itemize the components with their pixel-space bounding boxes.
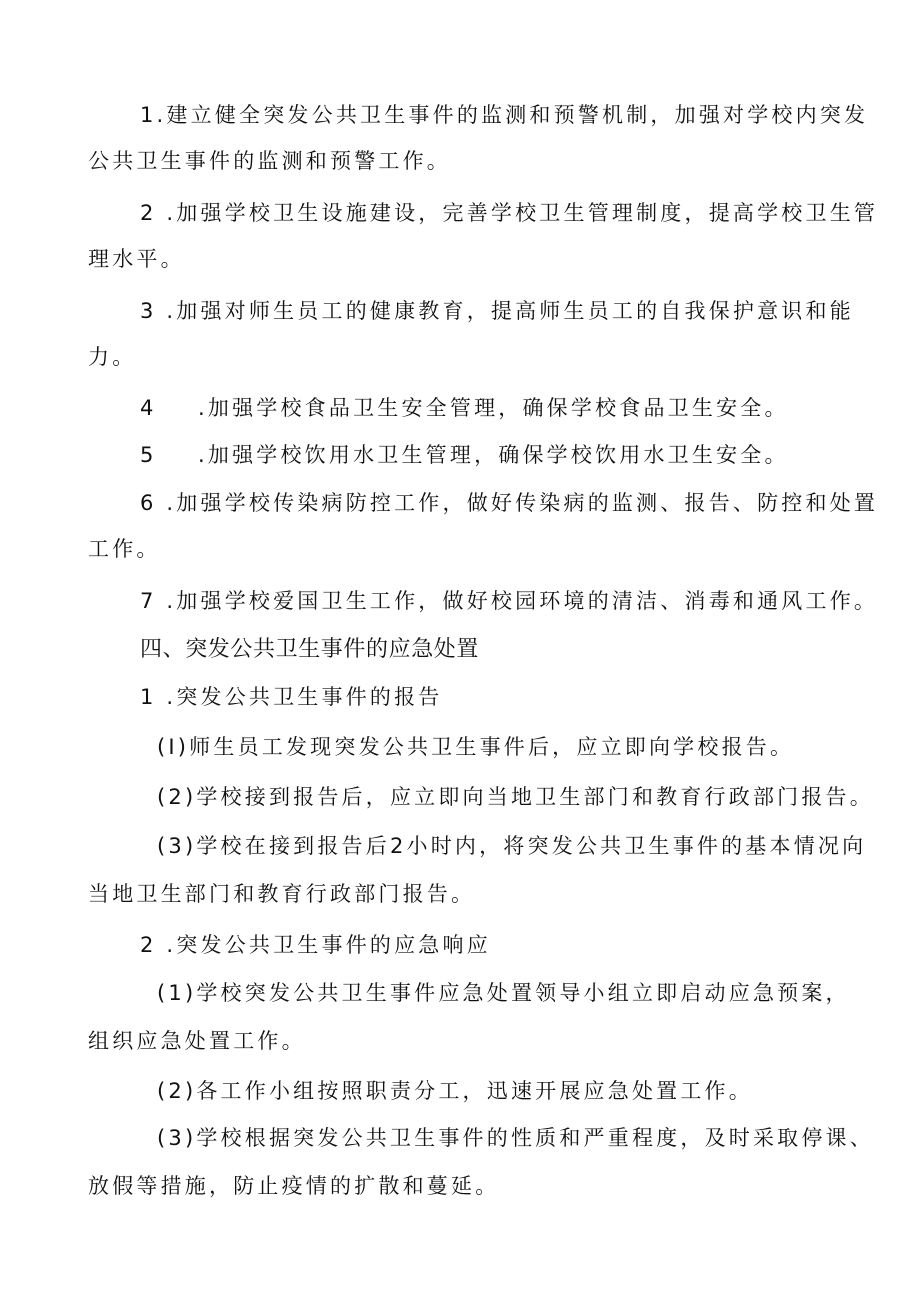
- subsection-2-para-1-line-1: (1)学校突发公共卫生事件应急处置领导小组立即启动应急预案，: [157, 981, 850, 1005]
- item-2-line-2: 理水平。: [88, 247, 185, 271]
- item-6-line-1: 6 .加强学校传染病防控工作，做好传染病的监测、报告、防控和处置: [140, 491, 879, 515]
- item-3-line-2: 力。: [88, 345, 137, 369]
- section-heading: 四、突发公共卫生事件的应急处置: [140, 637, 480, 662]
- item-3-line-1: 3 .加强对师生员工的健康教育，提高师生员工的自我保护意识和能: [140, 299, 854, 323]
- subsection-1-para-3-line-1: (3)学校在接到报告后2小时内，将突发公共卫生事件的基本情况向: [157, 834, 867, 858]
- item-6-line-2: 工作。: [88, 537, 161, 561]
- item-1-line-2: 公共卫生事件的监测和预警工作。: [88, 149, 451, 173]
- subsection-2-title: 2 .突发公共卫生事件的应急响应: [140, 933, 491, 957]
- subsection-2-para-1-line-2: 组织应急处置工作。: [88, 1029, 306, 1053]
- subsection-1-para-3-line-2: 当地卫生部门和教育行政部门报告。: [88, 882, 476, 906]
- item-1-line-1: 1.建立健全突发公共卫生事件的监测和预警机制，加强对学校内突发: [140, 103, 869, 127]
- item-7-line-1: 7 .加强学校爱国卫生工作，做好校园环境的清洁、消毒和通风工作。: [140, 589, 879, 613]
- item-2-line-1: 2 .加强学校卫生设施建设，完善学校卫生管理制度，提高学校卫生管: [140, 201, 879, 225]
- item-5-text: .加强学校饮用水卫生管理，确保学校饮用水卫生安全。: [198, 443, 789, 467]
- subsection-1-para-2: (2)学校接到报告后，应立即向当地卫生部门和教育行政部门报告。: [157, 785, 874, 809]
- subsection-1-para-1: (I)师生员工发现突发公共卫生事件后，应立即向学校报告。: [157, 735, 795, 759]
- item-4-text: .加强学校食品卫生安全管理，确保学校食品卫生安全。: [198, 396, 789, 420]
- subsection-1-title: 1 .突发公共卫生事件的报告: [140, 685, 443, 709]
- subsection-2-para-2: (2)各工作小组按照职责分工，迅速开展应急处置工作。: [157, 1079, 753, 1103]
- item-5-number: 5: [140, 443, 157, 467]
- subsection-2-para-3-line-2: 放假等措施，防止疫情的扩散和蔓延。: [88, 1174, 500, 1198]
- subsection-2-para-3-line-1: (3)学校根据突发公共卫生事件的性质和严重程度，及时采取停课、: [157, 1126, 874, 1150]
- item-4-number: 4: [140, 396, 157, 420]
